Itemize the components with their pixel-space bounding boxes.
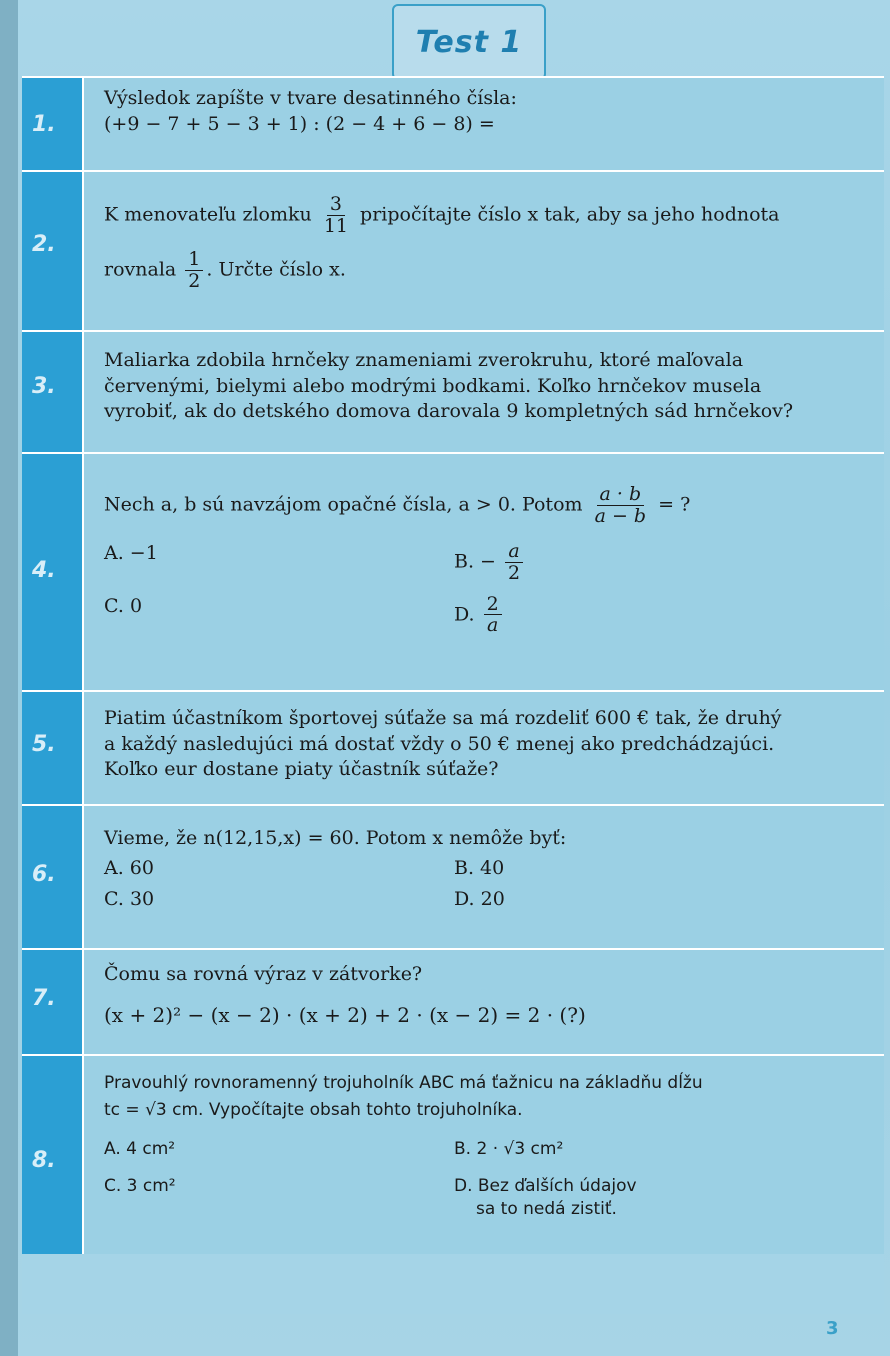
task-number: 8.: [32, 1148, 56, 1173]
fraction-denominator: a: [487, 614, 499, 637]
option-a: A. 60: [104, 856, 154, 879]
page-title: Test 1: [415, 24, 523, 60]
fraction-numerator: 2: [484, 594, 502, 616]
task-line-2: [104, 249, 874, 292]
answer-options: [104, 1138, 874, 1221]
task-expression: (+9 − 7 + 5 − 3 + 1) : (2 − 4 + 6 − 8) =: [104, 112, 495, 135]
task-5: [22, 690, 884, 804]
task-6: [22, 804, 884, 948]
page-number: 3: [826, 1318, 839, 1339]
task-number-box: [22, 172, 82, 330]
answer-options: [104, 856, 874, 913]
task-text: Maliarka zdobila hrnčeky znameniami zverokruhu, ktoré maľovala: [104, 349, 744, 371]
fraction: [505, 541, 523, 584]
task-7: [22, 948, 884, 1054]
option-d: D. 20: [454, 888, 505, 911]
task-content: [82, 806, 884, 948]
option-a: A. −1: [104, 541, 158, 564]
task-number: 5.: [32, 732, 56, 757]
task-number-box: [22, 78, 82, 170]
fraction-denominator: a − b: [594, 504, 647, 527]
task-text: = ?: [658, 493, 691, 516]
fraction-numerator: 3: [327, 194, 345, 216]
option-b: B. 40: [454, 856, 505, 879]
option-label: D.: [454, 602, 475, 625]
task-number: 1.: [32, 112, 56, 137]
task-number: 4.: [32, 558, 56, 583]
task-1: [22, 76, 884, 170]
title-box: [392, 4, 546, 80]
task-text: tc = √3 cm. Vypočítajte obsah tohto trojuholníka.: [104, 1099, 523, 1120]
task-content: [82, 332, 884, 452]
option-label: B. −: [454, 550, 496, 573]
task-text: K menovateľu zlomku: [104, 203, 312, 226]
page-gutter: [0, 0, 18, 1356]
option-c: C. 30: [104, 888, 155, 911]
task-3: [22, 330, 884, 452]
task-number: 6.: [32, 862, 56, 887]
option-d: [454, 594, 874, 637]
task-line-1: [104, 194, 874, 237]
task-expression: (x + 2)² − (x − 2) · (x + 2) + 2 · (x − 2) = 2 · (?): [104, 1002, 586, 1027]
task-8: [22, 1054, 884, 1264]
task-content: [82, 172, 884, 330]
task-text: pripočítajte číslo x tak, aby sa jeho hodnota: [360, 203, 780, 226]
fraction-denominator: 2: [188, 269, 201, 292]
option-b: B. 2 · √3 cm²: [454, 1138, 564, 1159]
option-d-line-2: sa to nedá zistiť.: [476, 1198, 617, 1219]
task-text: . Určte číslo x.: [206, 258, 346, 281]
task-text: Koľko eur dostane piaty účastník súťaže?: [104, 758, 499, 781]
task-number-box: [22, 332, 82, 452]
task-number: 7.: [32, 986, 56, 1011]
fraction-numerator: a: [505, 541, 522, 563]
fraction: [321, 194, 351, 237]
task-text: vyrobiť, ak do detského domova darovala 9 kompletných sád hrnčekov?: [104, 400, 794, 423]
option-c: C. 0: [104, 594, 143, 617]
option-d-line-1: D. Bez ďalších údajov: [454, 1175, 637, 1196]
fraction: [484, 594, 502, 637]
task-content: [82, 692, 884, 804]
fraction: [185, 249, 203, 292]
task-text: Nech a, b sú navzájom opačné čísla, a > 0. Potom: [104, 493, 583, 516]
task-text: Výsledok zapíšte v tvare desatinného čísla:: [104, 87, 517, 109]
task-number: 2.: [32, 232, 56, 257]
option-c: C. 3 cm²: [104, 1175, 176, 1196]
task-number-box: [22, 1056, 82, 1262]
fraction: [592, 484, 650, 527]
fraction-numerator: a · b: [597, 484, 645, 506]
task-content: [82, 950, 884, 1054]
task-question: [104, 484, 874, 527]
option-a: A. 4 cm²: [104, 1138, 176, 1159]
task-content: [82, 78, 884, 170]
fraction-denominator: 2: [508, 561, 521, 584]
task-number-box: [22, 806, 82, 948]
task-number-box: [22, 950, 82, 1054]
task-2: [22, 170, 884, 330]
task-text: Pravouhlý rovnoramenný trojuholník ABC má ťažnicu na základňu dĺžu: [104, 1073, 703, 1093]
task-content: [82, 454, 884, 690]
task-text: Čomu sa rovná výraz v zátvorke?: [104, 963, 423, 985]
task-text: červenými, bielymi alebo modrými bodkami. Koľko hrnčekov musela: [104, 374, 762, 397]
task-number: 3.: [32, 374, 56, 399]
task-number-box: [22, 454, 82, 690]
test-list: [22, 76, 884, 1264]
task-text: Piatim účastníkom športovej súťaže sa má rozdeliť 600 € tak, že druhý: [104, 707, 782, 729]
task-number-box: [22, 692, 82, 804]
fraction-denominator: 11: [323, 214, 348, 237]
task-4: [22, 452, 884, 690]
fraction-numerator: 1: [185, 249, 203, 271]
bottom-panel: [22, 1254, 884, 1314]
option-d: [454, 1175, 874, 1221]
task-content: [82, 1056, 884, 1262]
task-question: Vieme, že n(12,15,x) = 60. Potom x nemôže byť:: [104, 827, 567, 849]
answer-options: [104, 541, 874, 637]
task-text: a každý nasledujúci má dostať vždy o 50 € menej ako predchádzajúci.: [104, 732, 775, 755]
option-b: [454, 541, 874, 584]
task-text: rovnala: [104, 258, 177, 281]
